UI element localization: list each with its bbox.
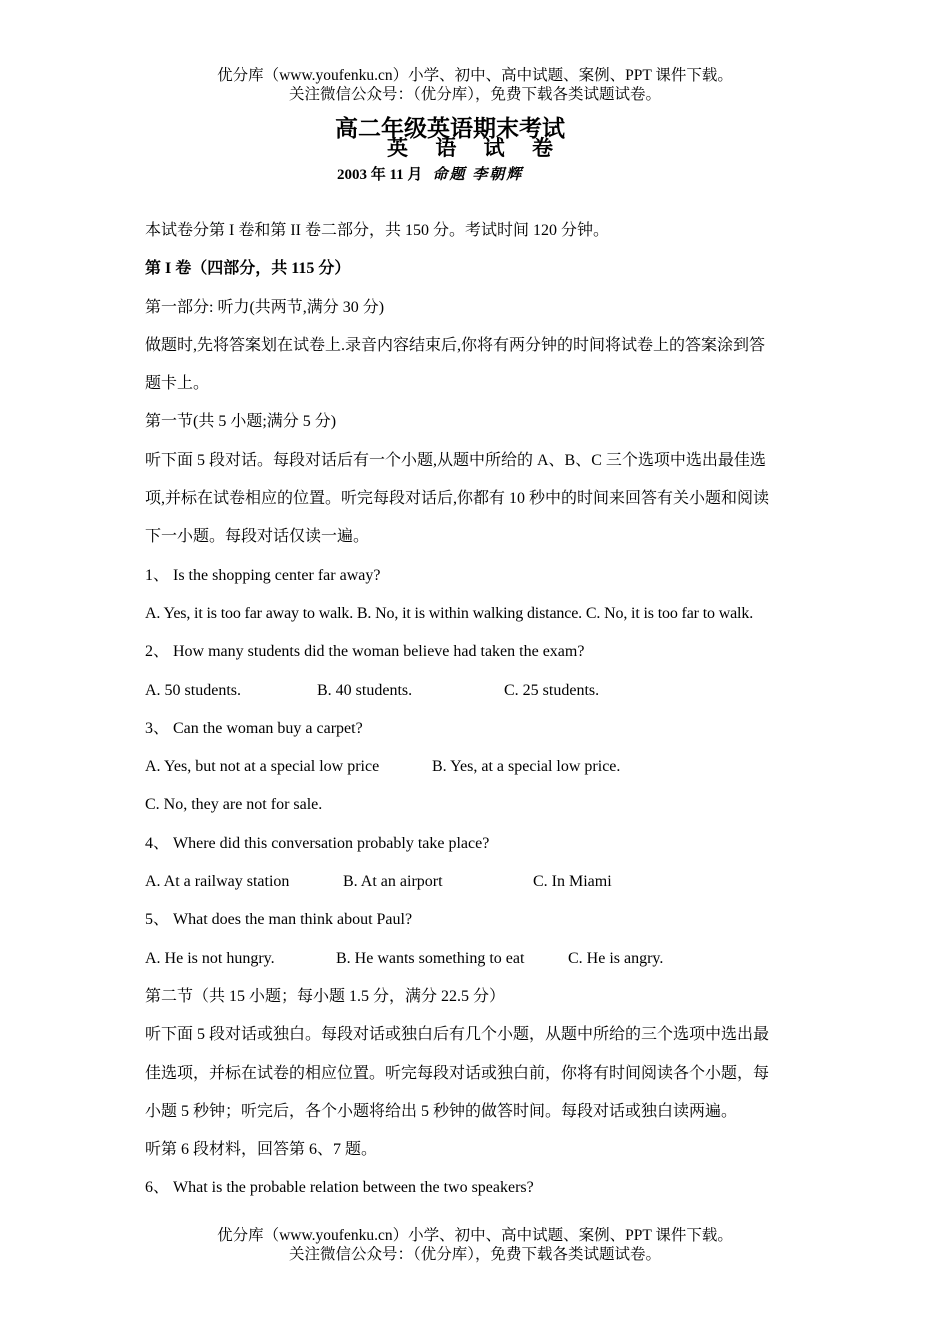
section-2-instructions: 听下面 5 段对话或独白。每段对话或独白后有几个小题，从题中所给的三个选项中选出最 bbox=[145, 1026, 770, 1044]
question-3-options bbox=[145, 748, 810, 786]
question-5-options bbox=[145, 940, 810, 978]
question-4: 4、 Where did this conversation probably take place? bbox=[145, 834, 490, 852]
section-1-instructions: 听下面 5 段对话。每段对话后有一个小题,从题中所给的 A、B、C 三个选项中选出最佳选 bbox=[145, 451, 766, 469]
section-1-instructions: 下一小题。每段对话仅读一遍。 bbox=[145, 528, 370, 546]
option-b: B. He wants something to eat bbox=[336, 949, 525, 967]
part-1-instructions: 题卡上。 bbox=[145, 375, 210, 393]
section-2-instructions: 佳选项，并标在试卷的相应位置。听完每段对话或独白前，你将有时间阅读各个小题，每 bbox=[145, 1064, 770, 1082]
question-2: 2、 How many students did the woman believe had taken the exam? bbox=[145, 643, 585, 661]
section-1-instructions: 项,并标在试卷相应的位置。听完每段对话后,你都有 10 秒中的时间来回答有关小题和阅读 bbox=[145, 490, 770, 508]
page-header bbox=[0, 66, 950, 104]
section-2-instructions: 小题 5 秒钟；听完后，各个小题将给出 5 秒钟的做答时间。每段对话或独白读两遍。 bbox=[145, 1102, 738, 1120]
footer-line-1: 优分库（www.youfenku.cn）小学、初中、高中试题、案例、PPT 课件下载。 bbox=[217, 1227, 733, 1244]
question-3-option-c: C. No, they are not for sale. bbox=[145, 796, 323, 814]
option-b: B. 40 students. bbox=[317, 681, 413, 699]
material-6-note: 听第 6 段材料，回答第 6、7 题。 bbox=[145, 1141, 378, 1159]
exam-dateline bbox=[337, 163, 523, 184]
exam-content bbox=[145, 212, 810, 1208]
option-a: A. 50 students. bbox=[145, 681, 241, 699]
page-footer bbox=[0, 1226, 950, 1264]
option-a: A. Yes, but not at a special low price bbox=[145, 758, 380, 776]
question-4-options bbox=[145, 863, 810, 901]
question-6: 6、 What is the probable relation between the two speakers? bbox=[145, 1179, 534, 1197]
question-2-options bbox=[145, 672, 810, 710]
section-1-heading: 第一节(共 5 小题;满分 5 分) bbox=[145, 413, 337, 431]
section-2-heading: 第二节（共 15 小题；每小题 1.5 分，满分 22.5 分） bbox=[145, 987, 506, 1005]
option-a: A. He is not hungry. bbox=[145, 949, 275, 967]
header-line-2: 关注微信公众号：（优分库），免费下载各类试题试卷。 bbox=[288, 86, 661, 103]
option-c: C. He is angry. bbox=[568, 949, 664, 967]
exam-subtitle: 英 语 试 卷 bbox=[387, 136, 563, 160]
exam-author: 命题 李朝辉 bbox=[432, 167, 524, 183]
intro-text: 本试卷分第 I 卷和第 II 卷二部分，共 150 分。考试时间 120 分钟。 bbox=[145, 222, 609, 239]
option-b: B. Yes, at a special low price. bbox=[432, 758, 621, 776]
option-c: C. 25 students. bbox=[504, 681, 600, 699]
exam-date: 2003 年 11 月 bbox=[337, 167, 423, 183]
question-1-options: A. Yes, it is too far away to walk. B. No, it is within walking distance. C. No, it is too far to walk. bbox=[145, 604, 754, 622]
question-1: 1、 Is the shopping center far away? bbox=[145, 566, 381, 584]
exam-title: 高二年级英语期末考试 bbox=[335, 116, 565, 142]
footer-line-2: 关注微信公众号：（优分库），免费下载各类试题试卷。 bbox=[288, 1246, 661, 1263]
option-c: C. In Miami bbox=[533, 873, 612, 891]
question-5: 5、 What does the man think about Paul? bbox=[145, 911, 413, 929]
volume-1-heading: 第 I 卷（四部分，共 115 分） bbox=[145, 260, 351, 278]
part-1-instructions: 做题时,先将答案划在试卷上.录音内容结束后,你将有两分钟的时间将试卷上的答案涂到答 bbox=[145, 336, 766, 354]
option-b: B. At an airport bbox=[343, 873, 443, 891]
part-1-heading: 第一部分: 听力(共两节,满分 30 分) bbox=[145, 298, 385, 316]
header-line-1: 优分库（www.youfenku.cn）小学、初中、高中试题、案例、PPT 课件下载。 bbox=[217, 67, 733, 84]
option-a: A. At a railway station bbox=[145, 873, 290, 891]
question-3: 3、 Can the woman buy a carpet? bbox=[145, 719, 363, 737]
